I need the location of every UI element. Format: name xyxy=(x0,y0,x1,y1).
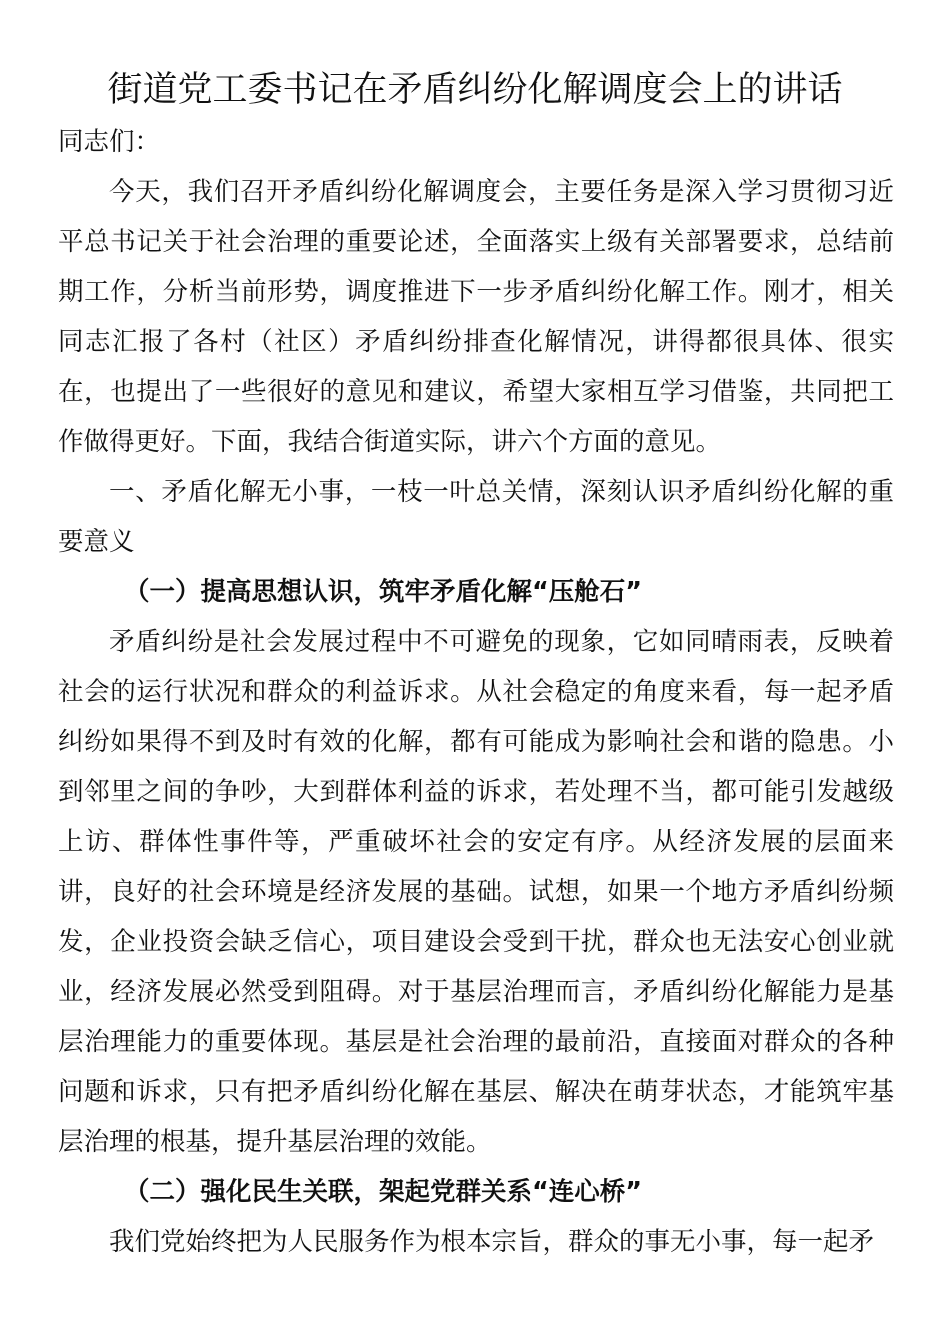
subheading-2: （二）强化民生关联，架起党群关系“连心桥” xyxy=(124,1177,643,1207)
document-title: 街道党工委书记在矛盾纠纷化解调度会上的讲话 xyxy=(107,70,843,110)
subheading-1: （一）提高思想认识，筑牢矛盾化解“压舱石” xyxy=(124,577,643,607)
paragraph-body-2: 我们党始终把为人民服务作为根本宗旨，群众的事无小事，每一起矛 xyxy=(109,1227,875,1257)
paragraph-intro: 今天，我们召开矛盾纠纷化解调度会，主要任务是深入学习贯彻习近平总书记关于社会治理的重要论述，全面落实上级有关部署要求，总结前期工作，分析当前形势，调度推进下一步矛盾纠纷化解工作。刚才，相关同志汇报了各村（社区）矛盾纠纷排查化解情况，讲得都很具体、很实在，也提出了一些很好的意见和建议，希望大家相互学习借鉴，共同把工作做得更好。下面，我结合街道实际，讲六个方面的意见。 xyxy=(58,177,894,457)
paragraph-body-1: 矛盾纠纷是社会发展过程中不可避免的现象，它如同晴雨表，反映着社会的运行状况和群众的利益诉求。从社会稳定的角度来看，每一起矛盾纠纷如果得不到及时有效的化解，都有可能成为影响社会和谐的隐患。小到邻里之间的争吵，大到群体利益的诉求，若处理不当，都可能引发越级上访、群体性事件等，严重破坏社会的安定有序。从经济发展的层面来讲，良好的社会环境是经济发展的基础。试想，如果一个地方矛盾纠纷频发，企业投资会缺乏信心，项目建设会受到干扰，群众也无法安心创业就业，经济发展必然受到阻碍。对于基层治理而言，矛盾纠纷化解能力是基层治理能力的重要体现。基层是社会治理的最前沿，直接面对群众的各种问题和诉求，只有把矛盾纠纷化解在基层、解决在萌芽状态，才能筑牢基层治理的根基，提升基层治理的效能。 xyxy=(58,627,894,1157)
salutation: 同志们： xyxy=(58,127,161,157)
section-heading-1: 一、矛盾化解无小事，一枝一叶总关情，深刻认识矛盾纠纷化解的重要意义 xyxy=(58,477,894,557)
document-body xyxy=(58,117,894,1267)
